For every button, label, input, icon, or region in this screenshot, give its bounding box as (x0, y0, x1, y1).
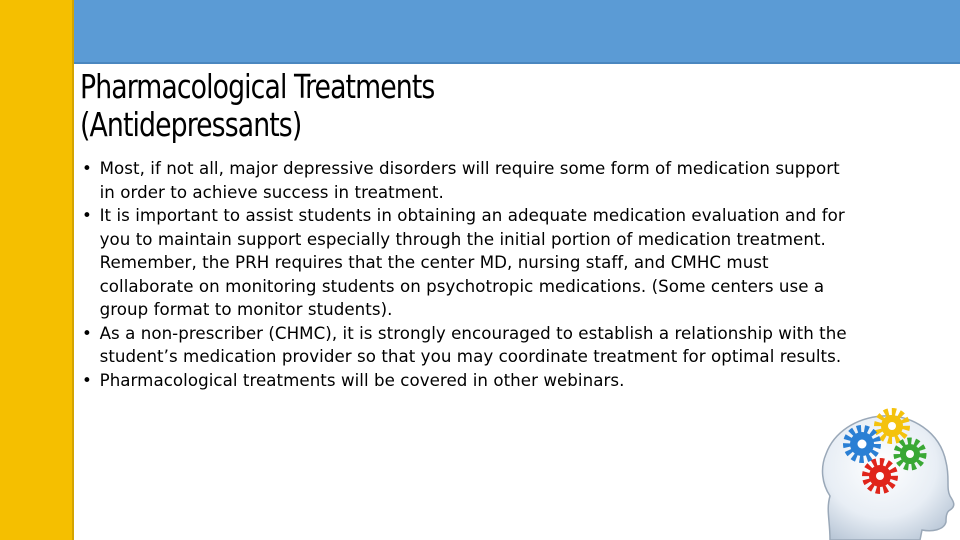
bullet-item (80, 205, 854, 323)
bullet-dot: • (81, 323, 92, 344)
title-line-1: Pharmacological Treatments (80, 67, 435, 106)
gear-yellow-icon (878, 412, 906, 440)
title-line-2: (Antidepressants) (80, 105, 302, 144)
head-with-gears-icon (800, 392, 960, 540)
slide-title (80, 68, 620, 144)
bullet-item (80, 370, 854, 394)
bullet-dot: • (81, 206, 92, 226)
bullet-dot: • (81, 370, 92, 391)
bullet-text: Most, if not all, major depressive disorders will require some form of medication support in order to achieve success in treatment. (99, 159, 840, 203)
bullet-dot: • (81, 159, 92, 179)
top-accent-bar (74, 0, 960, 64)
slide-content (80, 68, 950, 393)
bullet-list (80, 158, 870, 393)
bullet-text: Pharmacological treatments will be covered in other webinars. (99, 370, 625, 391)
gear-red-icon (866, 462, 894, 490)
left-accent-bar (0, 0, 74, 540)
bullet-text: It is important to assist students in obtaining an adequate medication evaluation and for you to maintain support especially through the initial portion of medication treatment. Remember, the PRH requires that the center MD, nursing staff, and CMHC must collaborate on monitoring students on psychotropic medications. (Some centers use a group format to monitor students). (99, 206, 845, 320)
bullet-text: As a non-prescriber (CHMC), it is strongly encouraged to establish a relationship with the student’s medication provider so that you may coordinate treatment for optimal results. (99, 323, 847, 367)
bullet-item (80, 158, 854, 205)
bullet-item (80, 323, 854, 370)
